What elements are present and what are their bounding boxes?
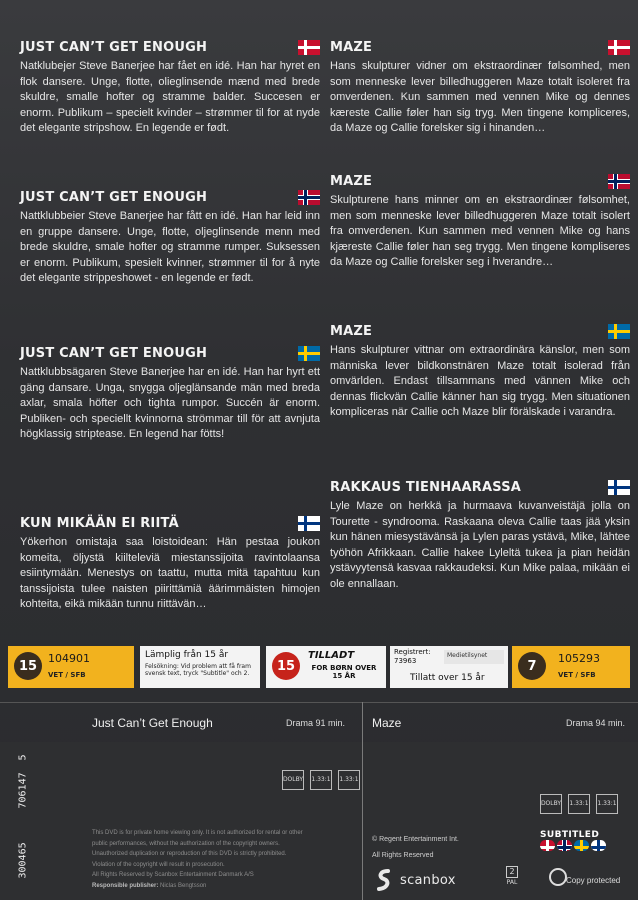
legal-line: public performances, without the authorization of the copyright owners. (92, 840, 280, 847)
danish-flag-icon (608, 40, 630, 55)
norwegian-rating-label: Tillatt over 15 år (410, 673, 485, 683)
swedish-rating (140, 646, 260, 688)
synopsis-text: Skulpturene hans minner om en ekstraordinær følsomhet, men som menneske lever billedhuggeren Maze totalt isolert fra omverdenen. Kun sammen med vennen Mike og hans kjæreste Callie føler han seg trygg. Men tingene kompliseres da Maze og Callie forelsker seg i hverandre… (330, 194, 630, 269)
region-code: 2 (506, 866, 518, 878)
synopsis-title: MAZE (330, 39, 373, 55)
scanbox-logo-icon (374, 868, 394, 892)
spine-meta-right: Drama 94 min. (566, 718, 626, 728)
dolby-icon: DOLBY (540, 794, 562, 814)
subtitled-label: SUBTITLED (540, 830, 600, 840)
synopsis-no-right (330, 172, 630, 271)
age-rating-badge: 15 (272, 652, 300, 680)
age-rating-badge: 15 (14, 652, 42, 680)
synopsis-title: JUST CAN’T GET ENOUGH (20, 345, 208, 361)
medietilsynet-logo: Medietilsynet (444, 650, 504, 664)
spine-meta-left: Drama 91 min. (286, 718, 346, 728)
copyright-block (372, 832, 459, 864)
subtitle-flags (540, 840, 606, 851)
danish-rating-title: TILLADT (308, 650, 355, 661)
barcode-digit: 300465 (17, 842, 29, 879)
synopsis-text: Hans skulpturer vittnar om extraordinära känslor, men som människa lever bildkonstnären Maze totalt isolerad från omvärlden. Endast tillsammans med vännen Mike och dennas flickvän Callie känner han sig trygg. Men situationen kompliceras när Callie och Maze blir förälskade i varandra. (330, 344, 630, 419)
synopsis-title: RAKKAUS TIENHAARASSA (330, 479, 522, 495)
danish-flag-icon (298, 40, 320, 55)
synopsis-fi-right (330, 478, 630, 593)
swedish-flag-icon (574, 840, 589, 851)
spec-icons-left (282, 770, 360, 790)
barcode-digit: 706147 (17, 772, 29, 809)
dolby-icon: DOLBY (282, 770, 304, 790)
aspect-ratio-icon: 1.33:1 (310, 770, 332, 790)
rating-code: 104901 (48, 652, 90, 665)
legal-line: Violation of the copyright will result in prosecution. (92, 861, 225, 868)
synopsis-text: Nattklubbsägaren Steve Banerjee har en idé. Han har hyrt ett gäng dansare. Unga, snygga oljeglänsande män med breda axlar, smala höfter och tighta rumpor. Succén är enorm. Publiken- och speciellt kvinnorna strömmar till för att avnjuta högklassig striptease. En legend har fötts! (20, 366, 320, 441)
danish-flag-icon (540, 840, 555, 851)
spine-title-right: Maze (372, 716, 402, 730)
rating-authority: VET / SFB (558, 671, 596, 679)
aspect-ratio-icon: 1.33:1 (596, 794, 618, 814)
legal-line: Unauthorized duplication or reproduction of this DVD is strictly prohibited. (92, 851, 287, 857)
synopsis-se-right (330, 322, 630, 421)
synopsis-dk-left (20, 38, 320, 137)
finnish-rating-right (512, 646, 630, 688)
age-ratings-strip (8, 642, 630, 692)
copy-protected-icon (549, 868, 567, 886)
norwegian-flag-icon (608, 174, 630, 189)
age-rating-badge: 7 (518, 652, 546, 680)
danish-rating (266, 646, 386, 688)
synopsis-fi-left (20, 514, 320, 613)
legal-line: This DVD is for private home viewing only. It is not authorized for rental or other (92, 830, 303, 836)
rights-line: All Rights Reserved (372, 852, 434, 859)
synopsis-se-left (20, 344, 320, 443)
brand-name: scanbox (400, 872, 456, 888)
spine-divider (362, 702, 363, 900)
publisher-name: Niclas Bengtsson (160, 882, 207, 889)
swedish-flag-icon (608, 324, 630, 339)
spec-icons-right (540, 794, 618, 814)
danish-rating-sub: FOR BØRN OVER 15 ÅR (311, 664, 377, 680)
registered-label: Registrert: (394, 648, 431, 656)
synopsis-title: KUN MIKÄÄN EI RIITÄ (20, 515, 179, 531)
synopsis-text: Hans skulpturer vidner om ekstraordinær følsomhed, men som menneske lever billedhuggeren Maze totalt isoleret fra omverdenen. Kun sammen med vennen Mike og dennes kæreste Callie føler han sig tryg. Men tingene kompliceres, da Maze og Callie forelsker sig i hinanden… (330, 60, 630, 135)
finnish-rating-left (8, 646, 134, 688)
synopsis-title: MAZE (330, 173, 373, 189)
copy-protected-label: Copy protected (566, 876, 621, 885)
synopsis-title: MAZE (330, 323, 373, 339)
registered-number: 73963 (394, 657, 417, 665)
aspect-ratio-icon: 1.33:1 (568, 794, 590, 814)
spine-title-left: Just Can’t Get Enough (92, 716, 213, 730)
synopsis-text: Yökerhon omistaja saa loistoidean: Hän pestaa joukon komeita, öljystä kiilteleviä miestanssijoita ravintolaansa esiintymään. Menestys on taattu, mutta mitä tapahtuu kun tanssijoista tulee naisten piirittämiä äärimmäisten himojen kohteita, eikä mikään tunnu riittävän… (20, 536, 320, 611)
synopsis-no-left (20, 188, 320, 287)
synopsis-dk-right (330, 38, 630, 137)
norwegian-rating (390, 646, 508, 688)
barcode-digit: 5 (17, 754, 29, 761)
norwegian-flag-icon (557, 840, 572, 851)
synopsis-text: Nattklubbeier Steve Banerjee har fått en idé. Han har leid inn en gruppe dansere. Unge, flotte, oljeglinsende menn med brede skuldre, smale hofter og stramme rumper. Suksessen er enorm. Publikum, spesielt kvinner, strømmer til for å nyte det elegante strippeshowet - en legende er født. (20, 210, 320, 285)
swedish-subtitle-note: Felsökning: Vid problem att få fram svensk text, tryck "Subtitle" och 2. (145, 663, 251, 677)
synopsis-title: JUST CAN’T GET ENOUGH (20, 39, 208, 55)
synopsis-text: Lyle Maze on herkkä ja hurmaava kuvanveistäjä jolla on Tourette - syndrooma. Raskaana oleva Callie taas jää yksin kun hänen miesystävänsä ja Lylen paras ystävä, Mike, lähtee työhön Afrikkaan. Callie hakee Lyleltä tukea ja pian heidän ystävyytensä kasvaa rakkaudeksi. Kun Mike palaa, mikään ei ole ennallaan. (330, 500, 630, 590)
pal-region (506, 866, 518, 886)
finnish-flag-icon (298, 516, 320, 531)
pal-label: PAL (506, 879, 518, 886)
rating-code: 105293 (558, 652, 600, 665)
legal-notice (92, 828, 354, 891)
copyright-line: © Regent Entertainment Int. (372, 836, 459, 843)
rating-authority: VET / SFB (48, 671, 86, 679)
synopsis-title: JUST CAN’T GET ENOUGH (20, 189, 208, 205)
swedish-flag-icon (298, 346, 320, 361)
aspect-ratio-icon: 1.33:1 (338, 770, 360, 790)
publisher-label: Responsible publisher: (92, 882, 159, 889)
norwegian-flag-icon (298, 190, 320, 205)
finnish-flag-icon (591, 840, 606, 851)
legal-line: All Rights Reserved by Scanbox Entertainment Danmark A/S (92, 872, 254, 878)
swedish-rating-label: Lämplig från 15 år (145, 650, 229, 660)
barcode (10, 742, 36, 900)
scanbox-brand (374, 868, 456, 892)
finnish-flag-icon (608, 480, 630, 495)
synopsis-text: Natklubejer Steve Banerjee har fået en idé. Han har hyret en flok dansere. Unge, flotte, olieglinsende mænd med brede skuldre, smalle hofter og stramme balder. Succesen er enorm. Publikum – specielt kvinder – strømmer til for at nyde det elegante stripshow. En legende er født. (20, 60, 320, 135)
